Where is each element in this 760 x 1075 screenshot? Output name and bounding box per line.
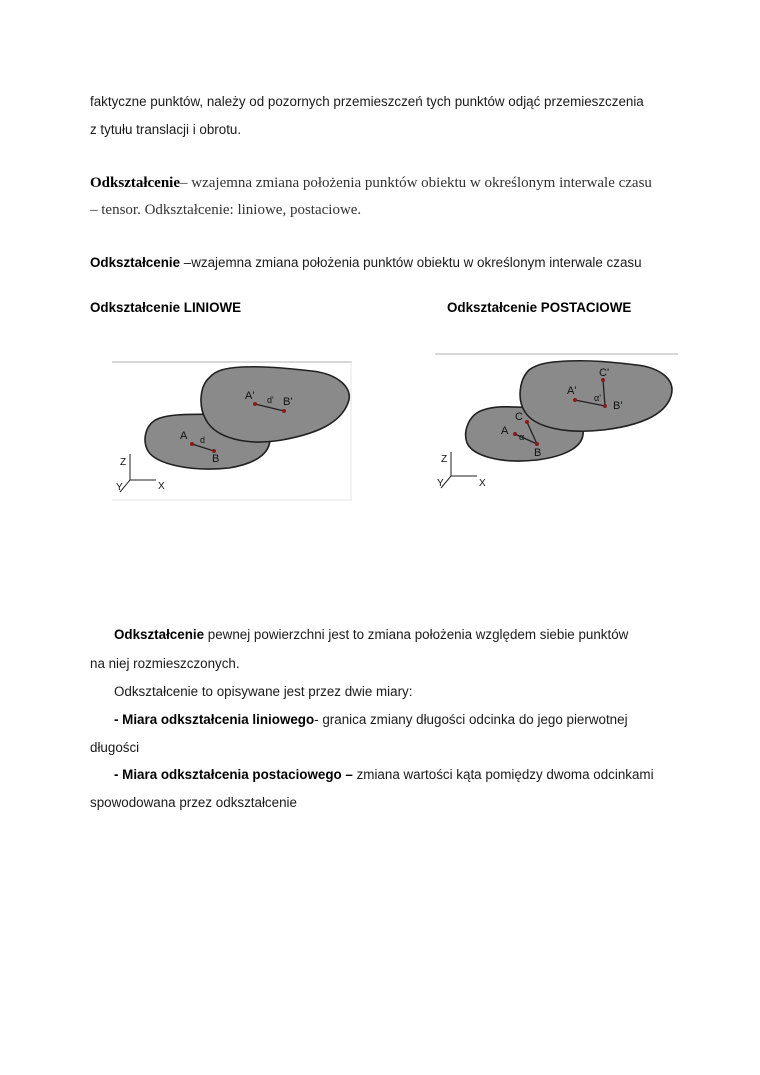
label-axis-x: X bbox=[479, 478, 486, 489]
measure-shape bbox=[114, 767, 654, 783]
blob-deformed bbox=[201, 367, 349, 442]
label-c: C bbox=[515, 411, 523, 423]
label-b-prime: B' bbox=[613, 400, 623, 412]
measure-shape-line-2: spowodowana przez odkształcenie bbox=[90, 795, 297, 810]
measure-shape-text: zmiana wartości kąta pomiędzy dwoma odcinkami bbox=[352, 767, 654, 782]
sans-definition-term: Odkształcenie bbox=[90, 255, 181, 270]
measure-linear-line-2: długości bbox=[90, 740, 140, 755]
label-axis-y: Y bbox=[116, 482, 123, 493]
measure-shape-term: - Miara odkształcenia postaciowego – bbox=[114, 767, 353, 782]
intro-line-1: faktyczne punktów, należy od pozornych przemieszczeń tych punktów odjąć przemieszczenia bbox=[90, 94, 644, 109]
point-a-prime bbox=[253, 402, 257, 406]
label-axis-x: X bbox=[158, 481, 165, 492]
sans-definition bbox=[90, 255, 642, 271]
measure-linear-text: - granica zmiany długości odcinka do jego pierwotnej bbox=[314, 712, 628, 727]
point-b-prime bbox=[603, 404, 607, 408]
label-alpha: α bbox=[519, 432, 525, 442]
label-a-prime: A' bbox=[245, 390, 255, 402]
heading-shape bbox=[447, 300, 631, 316]
label-a: A bbox=[501, 425, 509, 437]
body-paragraph-1 bbox=[114, 627, 628, 643]
serif-definition-text: – wzajemna zmiana położenia punktów obiektu w określonym interwale czasu bbox=[180, 175, 652, 191]
label-b: B bbox=[212, 453, 220, 465]
heading-linear bbox=[90, 300, 241, 316]
figure-shape-deformation bbox=[433, 348, 678, 498]
label-axis-y: Y bbox=[437, 478, 444, 489]
label-b-prime: B' bbox=[283, 396, 293, 408]
body-paragraph-2: Odkształcenie to opisywane jest przez dwie miary: bbox=[114, 684, 413, 699]
serif-definition-line-2: – tensor. Odkształcenie: liniowe, postaciowe. bbox=[90, 202, 362, 218]
point-a bbox=[190, 442, 194, 446]
label-axis-z: Z bbox=[441, 454, 448, 465]
point-c bbox=[525, 420, 529, 424]
point-b bbox=[535, 442, 539, 446]
point-b-prime bbox=[282, 409, 286, 413]
label-alpha-prime: α' bbox=[594, 393, 601, 403]
point-a bbox=[513, 432, 517, 436]
label-d-prime: d' bbox=[267, 395, 274, 405]
serif-definition-line-1 bbox=[90, 175, 652, 191]
body-paragraph-1-text: pewnej powierzchni jest to zmiana położenia względem siebie punktów bbox=[204, 627, 629, 642]
serif-definition-term: Odkształcenie bbox=[90, 175, 180, 191]
body-paragraph-1-line-2: na niej rozmieszczonych. bbox=[90, 656, 240, 671]
label-axis-z: Z bbox=[120, 457, 127, 468]
label-d: d bbox=[200, 435, 206, 445]
heading-shape-text: Odkształcenie POSTACIOWE bbox=[447, 300, 632, 315]
intro-line-2: z tytułu translacji i obrotu. bbox=[90, 122, 242, 137]
figure-linear-deformation bbox=[112, 360, 352, 502]
label-b: B bbox=[534, 447, 542, 459]
measure-linear bbox=[114, 712, 628, 728]
label-a: A bbox=[180, 430, 188, 442]
heading-linear-text: Odkształcenie LINIOWE bbox=[90, 300, 242, 315]
measure-linear-term: - Miara odkształcenia liniowego bbox=[114, 712, 315, 727]
body-paragraph-1-term: Odkształcenie bbox=[114, 627, 205, 642]
label-c-prime: C' bbox=[599, 367, 610, 379]
point-a-prime bbox=[573, 398, 577, 402]
sans-definition-text: –wzajemna zmiana położenia punktów obiektu w określonym interwale czasu bbox=[180, 255, 642, 270]
label-a-prime: A' bbox=[567, 385, 577, 397]
